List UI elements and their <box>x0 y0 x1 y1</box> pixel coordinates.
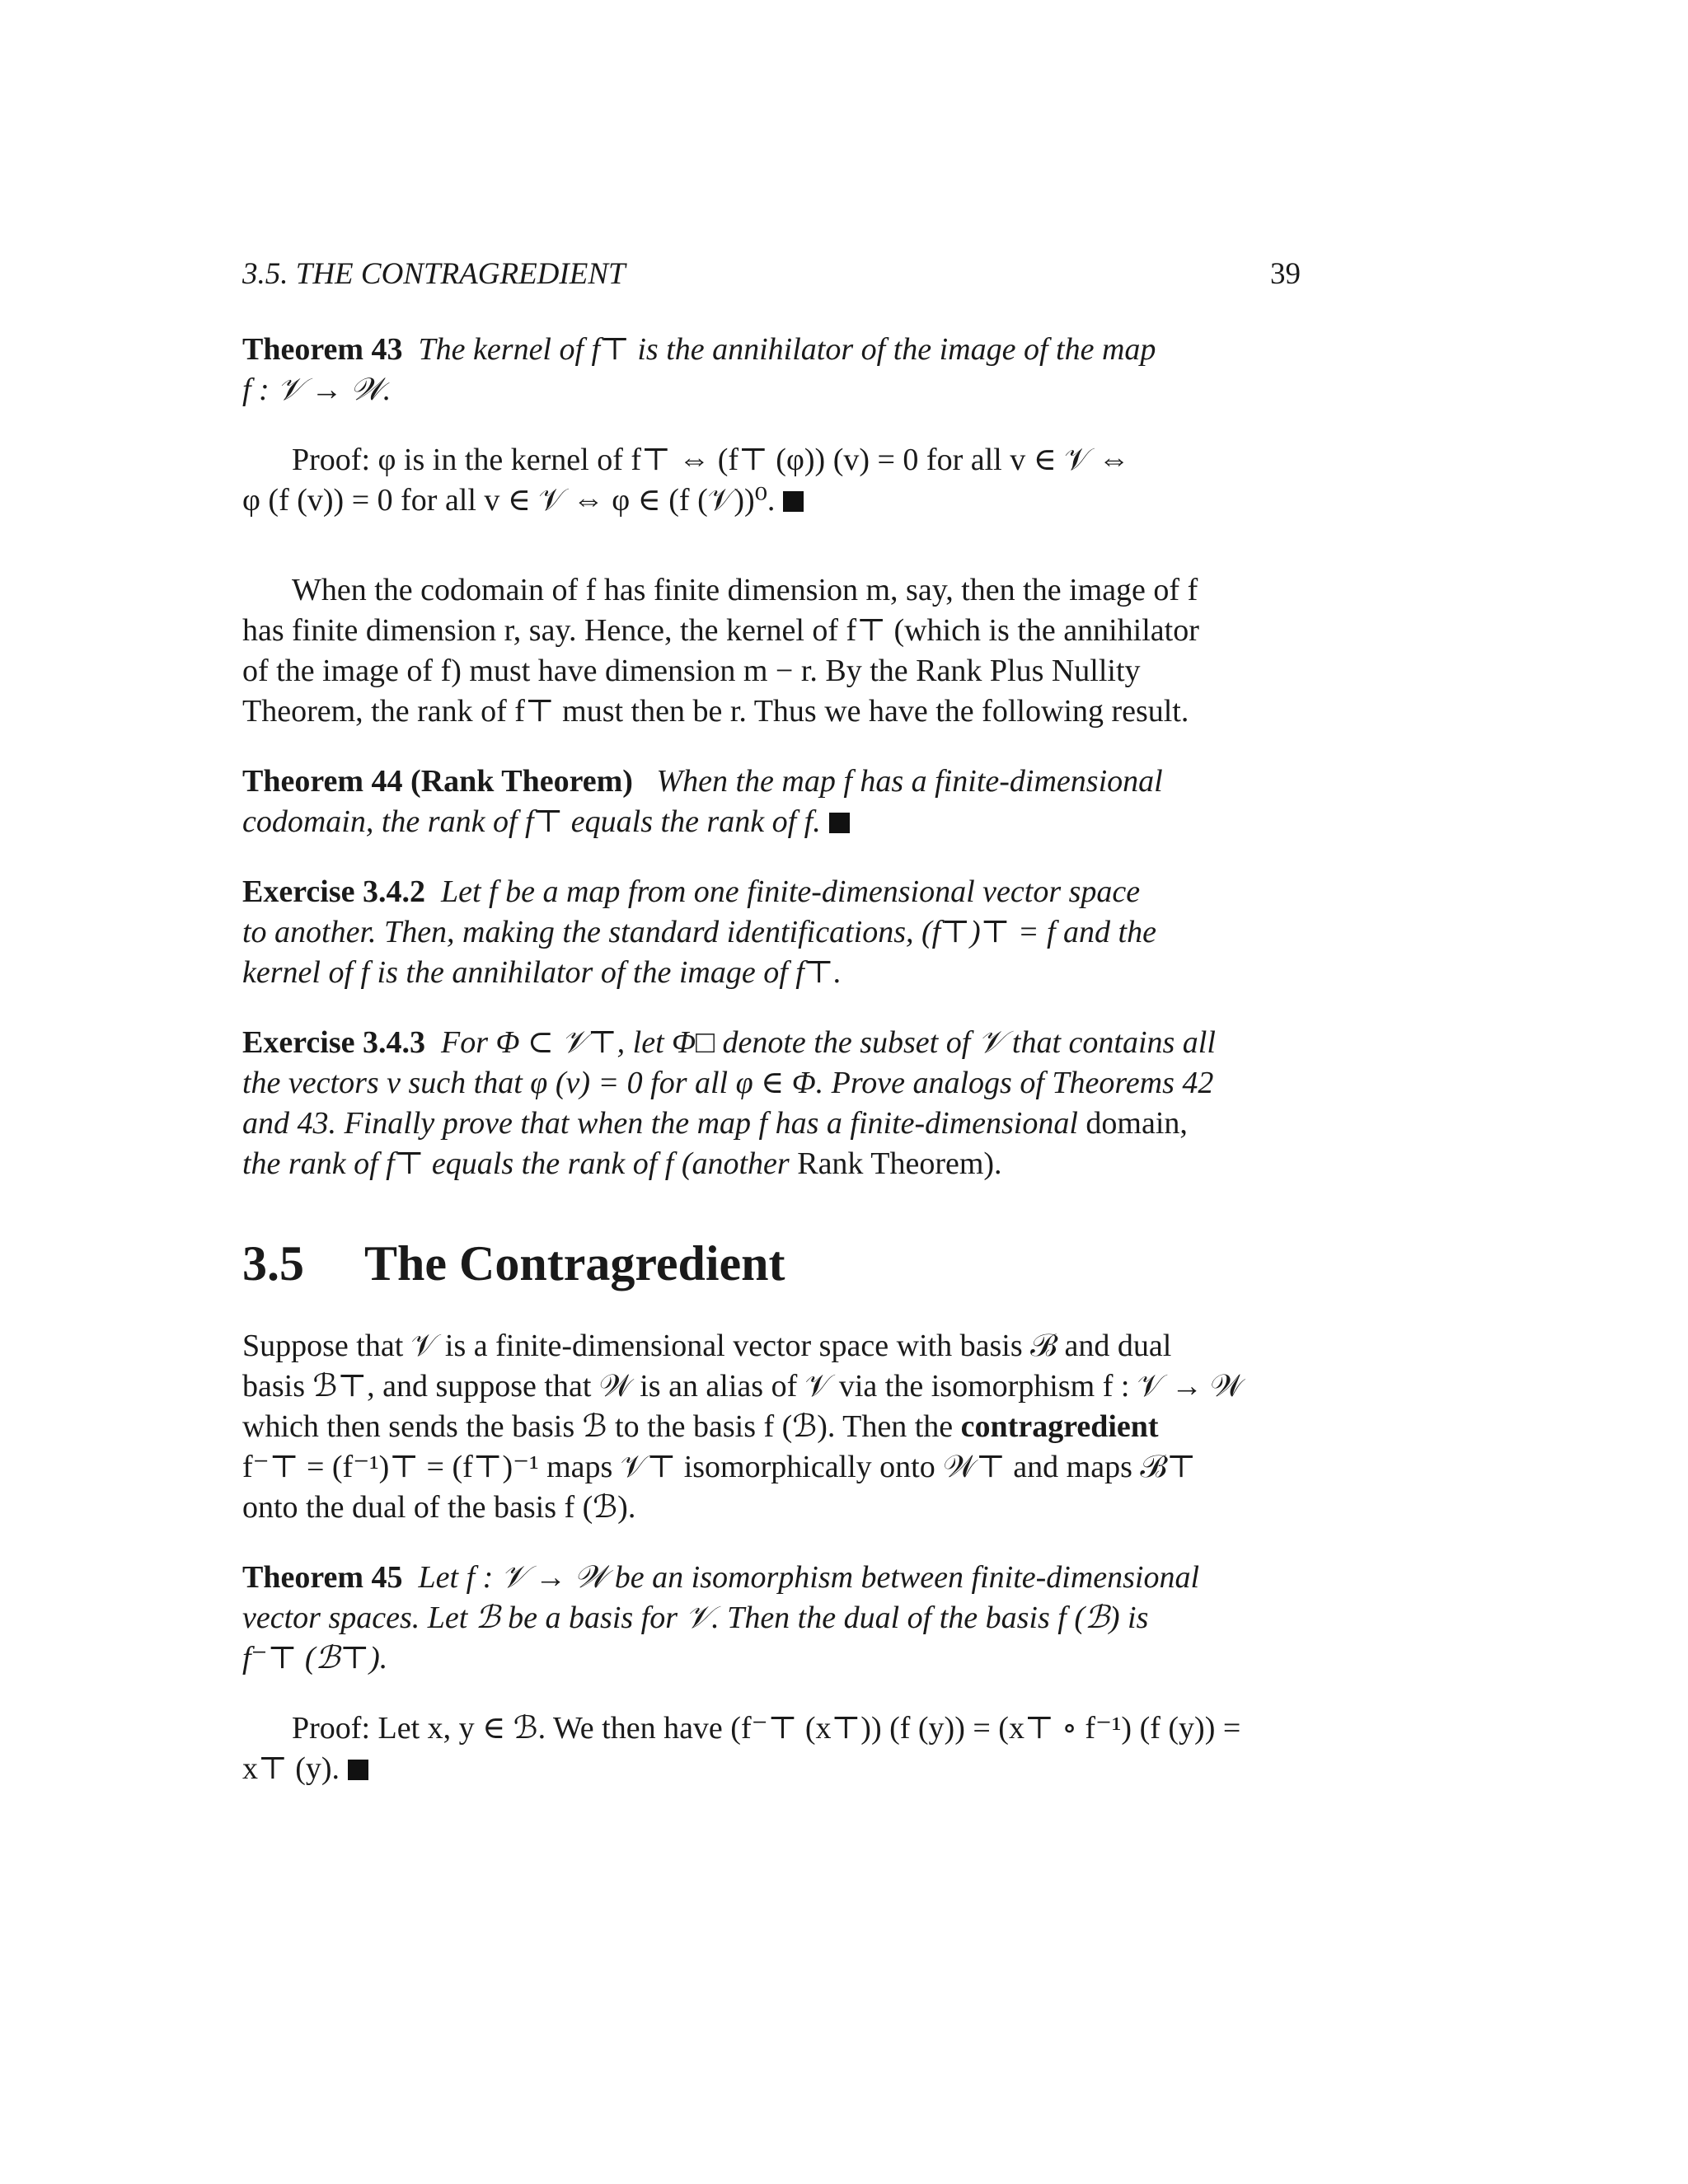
section-heading <box>242 1234 1301 1293</box>
paragraph-contragredient-line3a: which then sends the basis ℬ to the basis f (ℬ). Then the <box>242 1409 954 1444</box>
theorem-44-statement-line2: codomain, the rank of f⊤ equals the rank of f. <box>242 804 821 839</box>
theorem-45-statement-line1: Let f : 𝒱 → 𝒲 be an isomorphism between finite-dimensional <box>418 1560 1200 1595</box>
paragraph-rank-line1: When the codomain of f has finite dimension m, say, then the image of f <box>292 573 1198 607</box>
theorem-43-statement-line1: The kernel of f⊤ is the annihilator of the image of the map <box>418 332 1156 367</box>
exercise-3-4-3-line3b: domain, <box>1085 1106 1188 1141</box>
exercise-3-4-2-label: Exercise 3.4.2 <box>242 874 425 909</box>
paragraph-contragredient-line5: onto the dual of the basis f (ℬ). <box>242 1490 636 1525</box>
contragredient-term: contragredient <box>960 1409 1159 1444</box>
exercise-3-4-3-line4b: another <box>692 1146 790 1181</box>
proof-theorem-43 <box>242 440 1301 521</box>
qed-square-icon <box>783 491 804 512</box>
proof-45-line1: Proof: Let x, y ∈ ℬ. We then have (f⁻⊤ (x⊤)) (f (y)) = (x⊤ ∘ f⁻¹) (f (y)) = <box>292 1711 1241 1746</box>
qed-square-icon <box>829 813 850 833</box>
exercise-3-4-2-line2: to another. Then, making the standard identifications, (f⊤)⊤ = f and the <box>242 915 1156 949</box>
exercise-3-4-3-label: Exercise 3.4.3 <box>242 1025 425 1060</box>
proof-45-line2: x⊤ (y). <box>242 1751 340 1786</box>
paragraph-contragredient-line4: f⁻⊤ = (f⁻¹)⊤ = (f⊤)⁻¹ maps 𝒱⊤ isomorphically onto 𝒲⊤ and maps ℬ⊤ <box>242 1450 1197 1484</box>
theorem-45 <box>242 1558 1301 1679</box>
page-number: 39 <box>1270 257 1301 291</box>
running-header <box>242 247 1301 293</box>
proof-theorem-45 <box>242 1708 1301 1789</box>
theorem-44 <box>242 762 1301 842</box>
exercise-3-4-3-line4a: the rank of f⊤ equals the rank of f ( <box>242 1146 692 1181</box>
paragraph-rank-line2: has finite dimension r, say. Hence, the kernel of f⊤ (which is the annihilator <box>242 613 1199 648</box>
theorem-45-statement-line2: vector spaces. Let ℬ be a basis for 𝒱. Then the dual of the basis f (ℬ) is <box>242 1601 1149 1635</box>
paragraph-contragredient-line2: basis ℬ⊤, and suppose that 𝒲 is an alias of 𝒱 via the isomorphism f : 𝒱 → 𝒲 <box>242 1369 1244 1404</box>
paragraph-rank-line4: Theorem, the rank of f⊤ must then be r. Thus we have the following result. <box>242 694 1189 729</box>
theorem-43-label: Theorem 43 <box>242 332 403 367</box>
paragraph-rank <box>242 570 1301 732</box>
paragraph-rank-line3: of the image of f) must have dimension m − r. By the Rank Plus Nullity <box>242 654 1141 688</box>
theorem-44-label: Theorem 44 (Rank Theorem) <box>242 764 633 799</box>
proof-43-line2: φ (f (v)) = 0 for all v ∈ 𝒱 ⇔ φ ∈ (f (𝒱))⁰. <box>242 483 776 518</box>
proof-43-line1: Proof: φ is in the kernel of f⊤ ⇔ (f⊤ (φ)) (v) = 0 for all v ∈ 𝒱 ⇔ <box>292 443 1130 477</box>
running-header-title: 3.5. THE CONTRAGREDIENT <box>242 257 626 291</box>
exercise-3-4-3-line2: the vectors v such that φ (v) = 0 for all φ ∈ Φ. Prove analogs of Theorems 42 <box>242 1066 1214 1100</box>
theorem-44-statement-line1: When the map f has a finite-dimensional <box>656 764 1163 799</box>
paragraph-contragredient <box>242 1326 1301 1528</box>
exercise-3-4-2 <box>242 872 1301 993</box>
exercise-3-4-2-line1: Let f be a map from one finite-dimensional vector space <box>440 874 1141 909</box>
theorem-45-statement-line3: f⁻⊤ (ℬ⊤). <box>242 1641 388 1675</box>
exercise-3-4-3-line3a: and 43. Finally prove that when the map f has a finite-dimensional <box>242 1106 1078 1141</box>
theorem-45-label: Theorem 45 <box>242 1560 403 1595</box>
page <box>242 247 1301 1819</box>
exercise-3-4-3-line1: For Φ ⊂ 𝒱⊤, let Φ□ denote the subset of 𝒱 that contains all <box>440 1025 1216 1060</box>
exercise-3-4-3-line4c: Rank Theorem). <box>797 1146 1002 1181</box>
theorem-43-statement-line2: f : 𝒱 → 𝒲. <box>242 373 392 407</box>
theorem-43 <box>242 330 1301 410</box>
exercise-3-4-3 <box>242 1023 1301 1184</box>
exercise-3-4-2-line3: kernel of f is the annihilator of the image of f⊤. <box>242 955 842 990</box>
qed-square-icon <box>348 1760 368 1780</box>
section-number: 3.5 <box>242 1236 304 1291</box>
paragraph-contragredient-line1: Suppose that 𝒱 is a finite-dimensional vector space with basis ℬ and dual <box>242 1329 1172 1363</box>
section-title: The Contragredient <box>364 1236 785 1291</box>
